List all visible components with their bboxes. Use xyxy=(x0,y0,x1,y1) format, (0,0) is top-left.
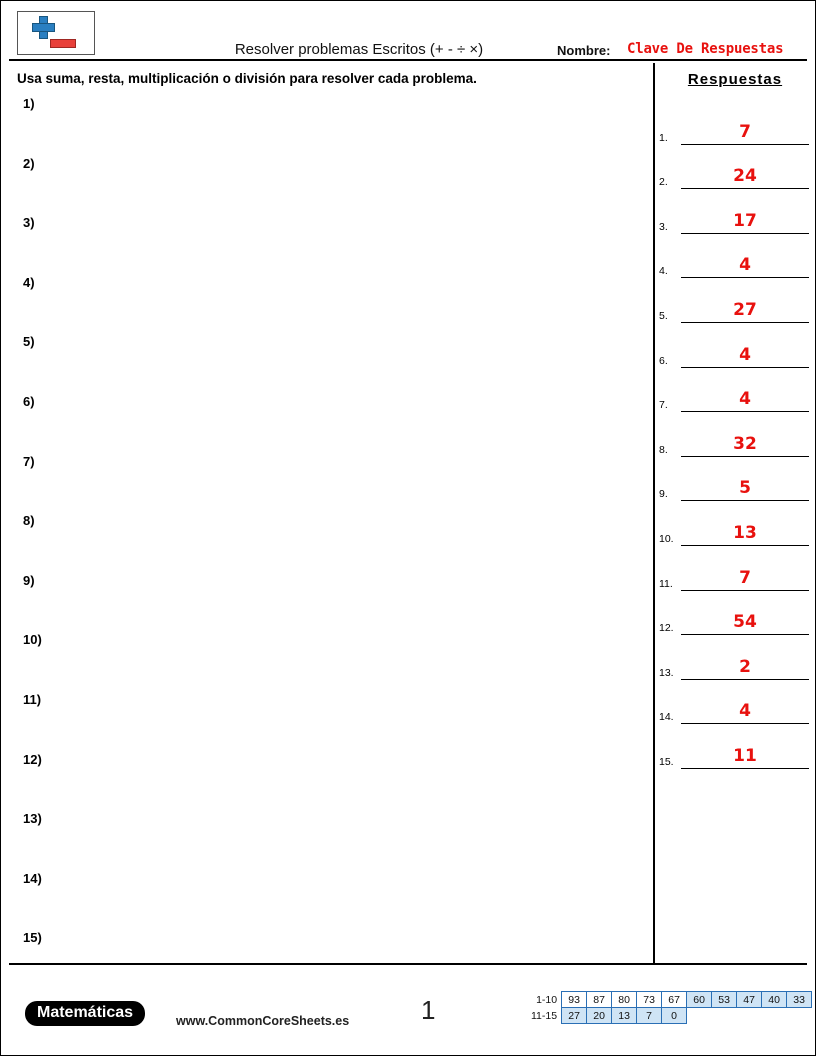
score-cell: 7 xyxy=(637,1008,662,1024)
answer-item xyxy=(659,598,809,643)
answer-number: 2. xyxy=(659,176,668,189)
answer-blank-line xyxy=(681,455,809,457)
answer-number: 15. xyxy=(659,755,674,768)
answer-number: 8. xyxy=(659,443,668,456)
problem-list xyxy=(23,96,643,990)
score-cell: 20 xyxy=(587,1008,612,1024)
score-row-label: 1-10 xyxy=(536,993,558,1006)
vertical-divider xyxy=(653,63,655,963)
table-row xyxy=(529,1008,812,1024)
answer-value: 7 xyxy=(739,121,751,142)
table-row xyxy=(529,992,812,1008)
score-cell-empty xyxy=(787,1008,812,1024)
answer-number: 10. xyxy=(659,532,674,545)
answer-blank-line xyxy=(681,589,809,591)
answer-number: 11. xyxy=(659,577,673,590)
answer-item xyxy=(659,107,809,152)
answer-item xyxy=(659,687,809,732)
answer-item xyxy=(659,196,809,241)
score-cell-empty xyxy=(712,1008,737,1024)
page-header xyxy=(9,11,807,59)
instructions-text: Usa suma, resta, multiplicación o división para resolver cada problema. xyxy=(17,71,477,86)
answer-number: 12. xyxy=(659,622,674,635)
answer-blank-line xyxy=(681,678,809,680)
answer-value: 4 xyxy=(739,389,751,410)
answer-value: 11 xyxy=(733,745,757,766)
plus-icon xyxy=(32,16,54,38)
footer-divider xyxy=(9,963,807,965)
answer-number: 14. xyxy=(659,711,674,724)
score-cell: 13 xyxy=(612,1008,637,1024)
problem-number: 2) xyxy=(23,155,35,171)
answer-number: 1. xyxy=(659,131,668,144)
answer-item xyxy=(659,152,809,197)
answer-value: 7 xyxy=(739,567,751,588)
answer-blank-line xyxy=(681,143,809,145)
answer-value: 5 xyxy=(739,478,751,499)
score-table xyxy=(529,991,812,1024)
brand-badge: Matemáticas xyxy=(25,1001,145,1026)
answer-item xyxy=(659,508,809,553)
answer-number: 7. xyxy=(659,399,668,412)
problem-number: 6) xyxy=(23,393,35,409)
answer-value: 54 xyxy=(733,612,757,633)
answer-blank-line xyxy=(681,499,809,501)
problem-number: 11) xyxy=(23,691,42,707)
answer-value: 17 xyxy=(733,210,757,231)
answer-blank-line xyxy=(681,276,809,278)
website-url: www.CommonCoreSheets.es xyxy=(176,1014,350,1028)
answer-blank-line xyxy=(681,321,809,323)
header-divider xyxy=(9,59,807,61)
answer-number: 13. xyxy=(659,666,674,679)
problem-number: 3) xyxy=(23,215,35,231)
answer-value: 4 xyxy=(739,255,751,276)
page-title: Resolver problemas Escritos (+ - ÷ ×) xyxy=(234,41,484,58)
answer-item xyxy=(659,731,809,776)
answer-item xyxy=(659,464,809,509)
score-cell: 87 xyxy=(587,992,612,1008)
answer-value: 24 xyxy=(733,166,757,187)
answer-blank-line xyxy=(681,633,809,635)
name-value: Clave De Respuestas xyxy=(627,41,784,57)
answer-value: 27 xyxy=(733,299,757,320)
answer-item xyxy=(659,419,809,464)
score-cell: 93 xyxy=(562,992,587,1008)
answer-number: 4. xyxy=(659,265,668,278)
score-cell-empty xyxy=(737,1008,762,1024)
answer-blank-line xyxy=(681,366,809,368)
answer-blank-line xyxy=(681,232,809,234)
score-cell: 40 xyxy=(762,992,787,1008)
answer-item xyxy=(659,241,809,286)
score-cell: 33 xyxy=(787,992,812,1008)
score-cell: 0 xyxy=(662,1008,687,1024)
problem-number: 8) xyxy=(23,513,35,529)
math-logo xyxy=(17,11,95,55)
answer-blank-line xyxy=(681,187,809,189)
score-cell: 60 xyxy=(687,992,712,1008)
answer-number: 3. xyxy=(659,220,668,233)
answer-item xyxy=(659,642,809,687)
answers-heading: Respuestas xyxy=(687,71,783,88)
problem-number: 1) xyxy=(23,96,35,111)
answer-item xyxy=(659,330,809,375)
problem-number: 15) xyxy=(23,930,42,946)
score-cell: 47 xyxy=(737,992,762,1008)
problem-number: 14) xyxy=(23,870,42,886)
problem-number: 12) xyxy=(23,751,42,767)
page-number: 1 xyxy=(421,995,436,1025)
answer-item xyxy=(659,285,809,330)
score-cell: 67 xyxy=(662,992,687,1008)
score-cell: 53 xyxy=(712,992,737,1008)
answer-number: 6. xyxy=(659,354,668,367)
answer-item xyxy=(659,375,809,420)
score-row-label: 11-15 xyxy=(531,1009,558,1022)
problem-number: 4) xyxy=(23,274,35,290)
problem-number: 7) xyxy=(23,453,35,469)
answer-blank-line xyxy=(681,544,809,546)
score-cell: 27 xyxy=(562,1008,587,1024)
answers-list xyxy=(659,107,809,776)
answer-number: 9. xyxy=(659,488,668,501)
score-cell-empty xyxy=(762,1008,787,1024)
score-cell: 80 xyxy=(612,992,637,1008)
answer-blank-line xyxy=(681,767,809,769)
problem-number: 13) xyxy=(23,811,42,827)
answer-number: 5. xyxy=(659,309,668,322)
problem-number: 9) xyxy=(23,572,35,588)
answer-blank-line xyxy=(681,722,809,724)
name-label: Nombre: xyxy=(557,43,611,58)
score-cell: 73 xyxy=(637,992,662,1008)
answer-value: 2 xyxy=(739,656,751,677)
problem-number: 10) xyxy=(23,632,42,648)
answer-value: 4 xyxy=(739,344,751,365)
problem-number: 5) xyxy=(23,334,35,350)
score-cell-empty xyxy=(687,1008,712,1024)
answer-value: 4 xyxy=(739,701,751,722)
minus-icon xyxy=(50,39,76,48)
answer-value: 32 xyxy=(733,433,757,454)
answer-value: 13 xyxy=(733,522,757,543)
answer-blank-line xyxy=(681,410,809,412)
answer-item xyxy=(659,553,809,598)
